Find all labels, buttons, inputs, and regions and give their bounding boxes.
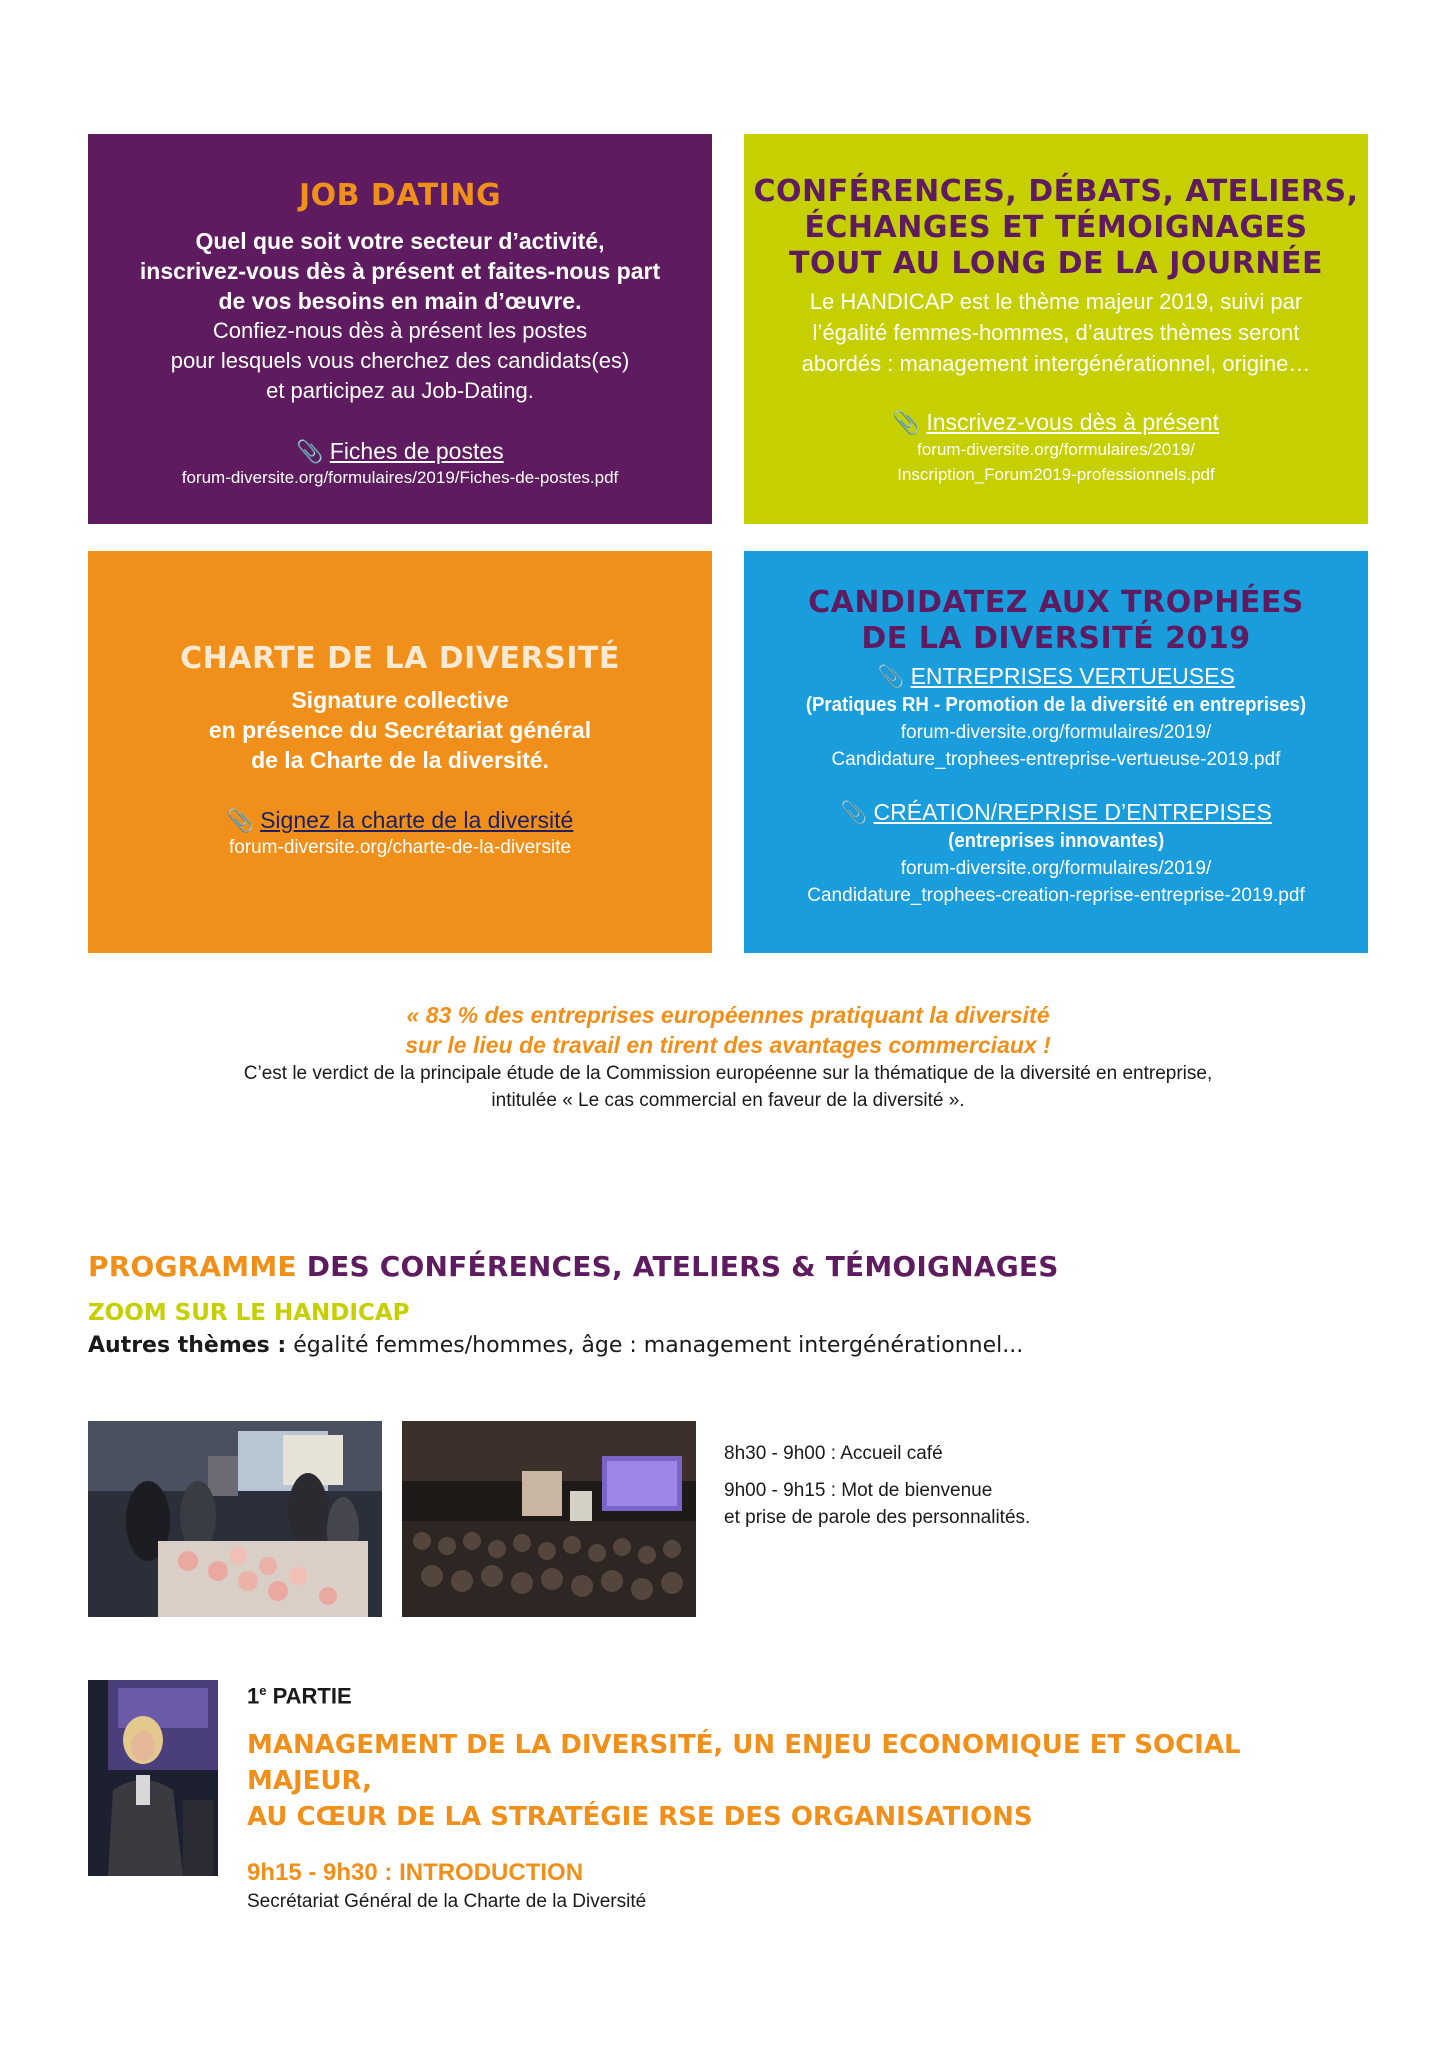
charte-title: CHARTE DE LA DIVERSITÉ [180, 641, 620, 676]
charte-bold-line: en présence du Secrétariat général [208, 717, 592, 743]
autres-themes [88, 1333, 1023, 1358]
trophees-link-row [840, 797, 1272, 827]
charte-url: forum-diversite.org/charte-de-la-diversite [228, 837, 572, 858]
job-dating-title: JOB DATING [298, 178, 502, 213]
conferences-title-line: TOUT AU LONG DE LA JOURNÉE [789, 246, 1323, 281]
part-one [247, 1683, 1367, 1913]
conferences-line: abordés : management intergénérationnel, origine… [801, 351, 1311, 376]
paperclip-icon: 📎 [840, 800, 868, 825]
trophees-box [744, 551, 1368, 953]
job-dating-bold-line: Quel que soit votre secteur d’activité, [195, 228, 605, 254]
entreprises-vertueuses-link[interactable]: ENTREPRISES VERTUEUSES [910, 663, 1235, 689]
autres-themes-text: égalité femmes/hommes, âge : management intergénérationnel... [286, 1333, 1024, 1358]
trophees-url: Candidature_trophees-entreprise-vertueuse-2019.pdf [831, 749, 1281, 770]
introduction-time: 9h15 - 9h30 : INTRODUCTION [247, 1859, 584, 1887]
conferences-url: Inscription_Forum2019-professionnels.pdf [897, 465, 1215, 484]
trophees-url: Candidature_trophees-creation-reprise-entreprise-2019.pdf [807, 885, 1305, 906]
part-number-sup: e [259, 1683, 267, 1698]
paperclip-icon: 📎 [226, 808, 255, 833]
charte-link-row [227, 805, 574, 835]
conferences-line: l’égalité femmes-hommes, d’autres thèmes seront [812, 320, 1300, 345]
photo-conference-room [402, 1421, 696, 1617]
part-heading-line: AU CŒUR DE LA STRATÉGIE RSE DES ORGANISATIONS [247, 1802, 1033, 1833]
job-dating-bold-line: de vos besoins en main d’œuvre. [218, 288, 582, 314]
part-label [247, 1683, 1367, 1709]
schedule [724, 1440, 1030, 1541]
conferences-link-row [893, 407, 1219, 437]
job-dating-line: Confiez-nous dès à présent les postes [212, 318, 588, 343]
schedule-line: 9h00 - 9h15 : Mot de bienvenue [724, 1480, 993, 1501]
job-dating-link-row [296, 436, 503, 466]
photo-accueil-cafe-image [88, 1421, 382, 1617]
schedule-item [724, 1440, 1030, 1467]
quote-block [88, 1000, 1368, 1114]
signez-charte-link[interactable]: Signez la charte de la diversité [260, 807, 574, 833]
job-dating-line: et participez au Job-Dating. [266, 378, 534, 403]
trophees-url: forum-diversite.org/formulaires/2019/ [900, 722, 1212, 743]
quote-line: sur le lieu de travail en tirent des avantages commerciaux ! [405, 1032, 1051, 1058]
photo-conference-room-image [402, 1421, 696, 1617]
conferences-title-line: ÉCHANGES ET TÉMOIGNAGES [804, 210, 1308, 245]
trophees-link-row [877, 661, 1235, 691]
job-dating-bold-line: inscrivez-vous dès à présent et faites-nous part [139, 258, 661, 284]
job-dating-url: forum-diversite.org/formulaires/2019/Fiches-de-postes.pdf [181, 468, 619, 487]
conferences-title-line: CONFÉRENCES, DÉBATS, ATELIERS, [753, 174, 1359, 209]
trophees-title-line: DE LA DIVERSITÉ 2019 [861, 621, 1251, 656]
paperclip-icon: 📎 [892, 410, 921, 435]
schedule-line: et prise de parole des personnalités. [724, 1507, 1031, 1528]
job-dating-line: pour lesquels vous cherchez des candidats(es) [170, 348, 630, 373]
zoom-handicap: ZOOM SUR LE HANDICAP [88, 1300, 410, 1326]
trophees-subtitle: (entreprises innovantes) [947, 830, 1165, 852]
job-dating-box [88, 134, 712, 524]
charte-box [88, 551, 712, 953]
trophees-title-line: CANDIDATEZ AUX TROPHÉES [808, 585, 1304, 620]
verdict-line: C’est le verdict de la principale étude de la Commission européenne sur la thématique de la diversité en entreprise, [243, 1063, 1213, 1084]
photo-speaker-image [88, 1680, 218, 1876]
part-label-text: PARTIE [266, 1683, 352, 1709]
inscription-link[interactable]: Inscrivez-vous dès à présent [926, 409, 1220, 435]
photo-speaker [88, 1680, 218, 1876]
conferences-box [744, 134, 1368, 524]
charte-bold-line: de la Charte de la diversité. [251, 747, 549, 773]
schedule-item [724, 1477, 1030, 1531]
photo-accueil-cafe [88, 1421, 382, 1617]
autres-themes-label: Autres thèmes : [88, 1333, 287, 1358]
conferences-line: Le HANDICAP est le thème majeur 2019, suivi par [809, 289, 1303, 314]
trophees-url: forum-diversite.org/formulaires/2019/ [900, 858, 1212, 879]
programme-title-highlight: PROGRAMME [88, 1250, 297, 1283]
quote-line: « 83 % des entreprises européennes pratiquant la diversité [406, 1002, 1050, 1028]
part-number: 1 [247, 1683, 260, 1709]
creation-reprise-link[interactable]: CRÉATION/REPRISE D’ENTREPISES [873, 799, 1272, 825]
paperclip-icon: 📎 [877, 664, 905, 689]
verdict-line: intitulée « Le cas commercial en faveur de la diversité ». [491, 1090, 965, 1111]
paperclip-icon: 📎 [296, 439, 324, 464]
charte-bold-line: Signature collective [291, 687, 509, 713]
part-heading-line: MANAGEMENT DE LA DIVERSITÉ, UN ENJEU ECONOMIQUE ET SOCIAL MAJEUR, [247, 1730, 1241, 1797]
conferences-url: forum-diversite.org/formulaires/2019/ [917, 440, 1195, 459]
schedule-line: 8h30 - 9h00 : Accueil café [724, 1443, 943, 1464]
trophees-subtitle: (Pratiques RH - Promotion de la diversité en entreprises) [805, 694, 1307, 716]
programme-title [88, 1250, 1059, 1283]
introduction-speaker: Secrétariat Général de la Charte de la Diversité [247, 1891, 647, 1913]
fiches-de-postes-link[interactable]: Fiches de postes [329, 438, 504, 464]
programme-title-rest: DES CONFÉRENCES, ATELIERS & TÉMOIGNAGES [296, 1250, 1059, 1283]
